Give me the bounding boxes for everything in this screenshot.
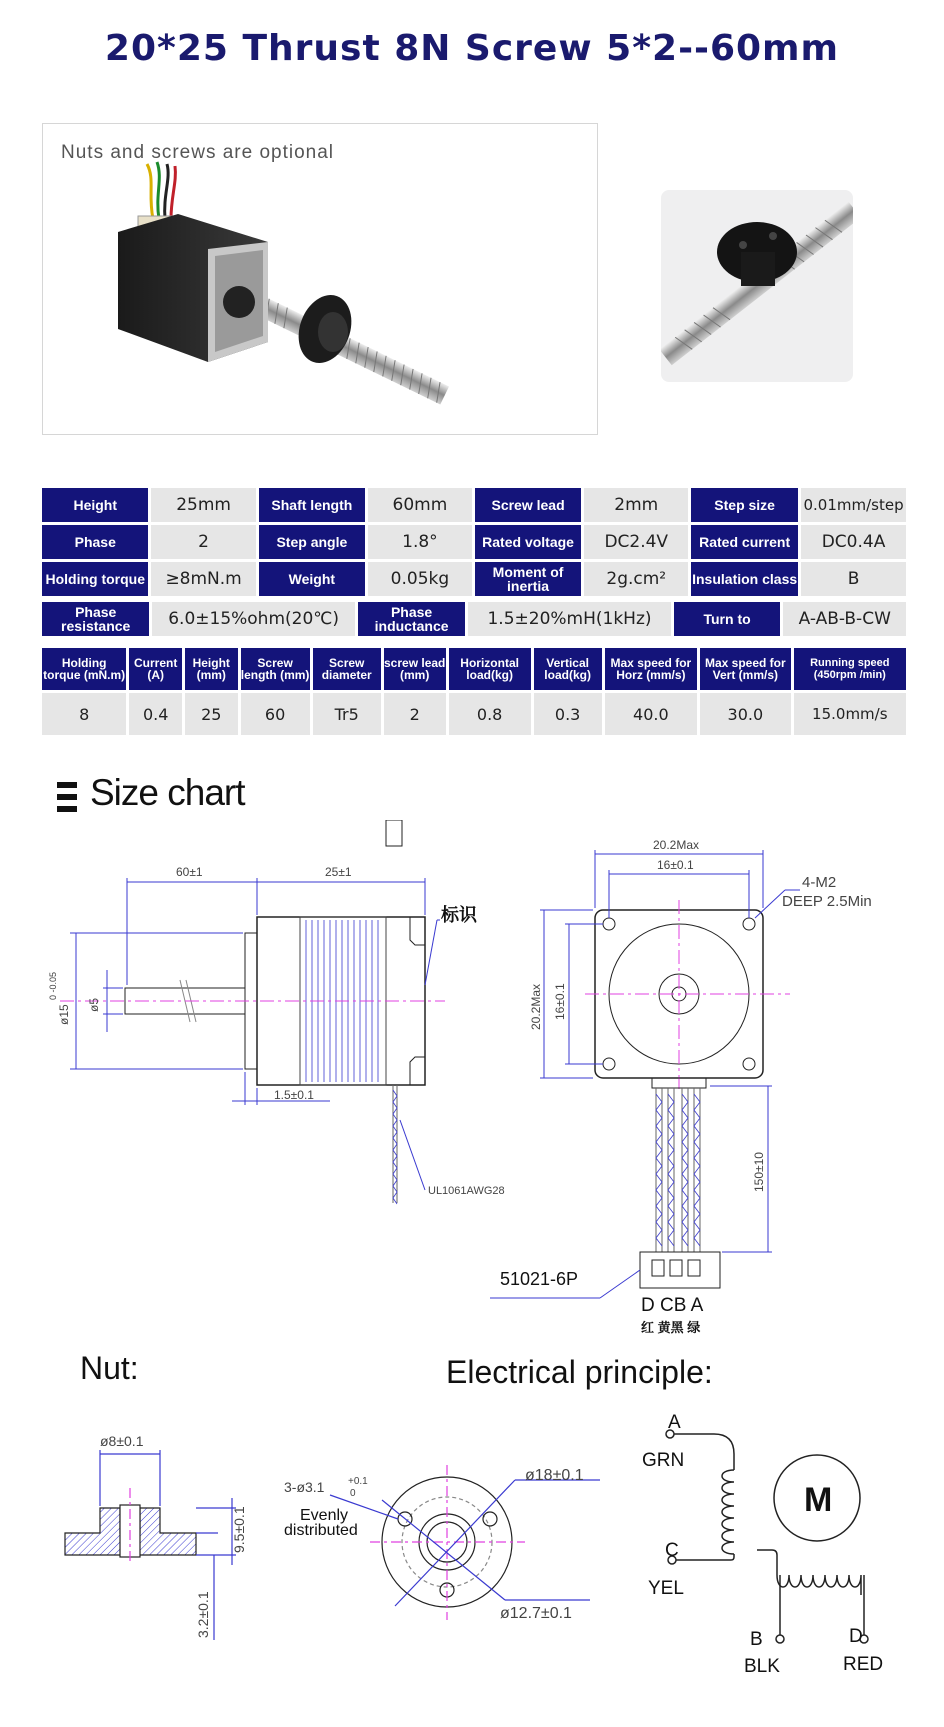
dim-16: 16±0.1 bbox=[657, 858, 694, 872]
dim-25: 25±1 bbox=[325, 865, 352, 879]
table-cell: 0.8 bbox=[449, 693, 531, 735]
nut-evenly-line2: distributed bbox=[284, 1522, 358, 1539]
nut-dim-3-2: 3.2±0.1 bbox=[195, 1591, 211, 1638]
size-chart-title: Size chart bbox=[90, 772, 245, 813]
spec-label: Turn to bbox=[674, 602, 781, 636]
table-header: Screw length (mm) bbox=[241, 648, 310, 690]
spec-label: Rated current bbox=[691, 525, 798, 559]
spec-label: Shaft length bbox=[259, 488, 365, 522]
menu-bars-icon bbox=[57, 782, 77, 812]
size-chart-drawing bbox=[0, 820, 944, 1340]
spec-value: 2 bbox=[151, 525, 255, 559]
spec-label: Step angle bbox=[259, 525, 365, 559]
elec-grn: GRN bbox=[642, 1450, 685, 1471]
nut-holes-tol0: 0 bbox=[350, 1488, 356, 1499]
nut-dim-18: ø18±0.1 bbox=[525, 1467, 584, 1484]
elec-blk: BLK bbox=[744, 1656, 780, 1677]
nut-dim-8: ø8±0.1 bbox=[100, 1433, 144, 1449]
elec-c: C bbox=[665, 1540, 679, 1561]
table-cell: 60 bbox=[241, 693, 310, 735]
spec-value: 2g.cm² bbox=[584, 562, 688, 596]
spec-label: Phase resistance bbox=[42, 602, 149, 636]
table-header: Running speed (450rpm /min) bbox=[794, 648, 906, 690]
spec-label: Phase inductance bbox=[358, 602, 465, 636]
nut-closeup-image bbox=[661, 190, 853, 382]
spec-value: ≥8mN.m bbox=[151, 562, 255, 596]
spec-value: 60mm bbox=[368, 488, 472, 522]
spec-value: 1.8° bbox=[368, 525, 472, 559]
table-row bbox=[42, 693, 906, 735]
dim-15: ø15 bbox=[57, 1004, 71, 1025]
dim-1-5: 1.5±0.1 bbox=[274, 1088, 314, 1102]
table-cell: 30.0 bbox=[700, 693, 791, 735]
spec-label: Weight bbox=[259, 562, 365, 596]
table-cell: 25 bbox=[185, 693, 238, 735]
table-header: Max speed for Horz (mm/s) bbox=[605, 648, 697, 690]
nut-evenly-line1: Evenly bbox=[300, 1507, 349, 1524]
spec-label: Screw lead bbox=[475, 488, 582, 522]
spec-label: Insulation class bbox=[691, 562, 798, 596]
spec-value: 2mm bbox=[584, 488, 688, 522]
nut-title: Nut: bbox=[80, 1350, 139, 1386]
spec-value: A-AB-B-CW bbox=[783, 602, 906, 636]
spec-row bbox=[42, 562, 906, 596]
table-header: Height (mm) bbox=[185, 648, 238, 690]
spec-value: 6.0±15%ohm(20℃) bbox=[152, 602, 354, 636]
spec-value: 1.5±20%mH(1kHz) bbox=[468, 602, 670, 636]
nut-top-view bbox=[330, 1465, 600, 1620]
spec-label: Rated voltage bbox=[475, 525, 582, 559]
wire-label: UL1061AWG28 bbox=[428, 1185, 505, 1197]
nut-dim-9-5: 9.5±0.1 bbox=[231, 1506, 247, 1553]
performance-table bbox=[39, 645, 909, 738]
electrical-schematic bbox=[666, 1430, 868, 1643]
dim-150: 150±10 bbox=[752, 1152, 766, 1192]
spec-label: Height bbox=[42, 488, 148, 522]
electrical-title: Electrical principle: bbox=[446, 1354, 713, 1390]
spec-row bbox=[42, 602, 906, 636]
spec-value: 25mm bbox=[151, 488, 255, 522]
table-cell: 15.0mm/s bbox=[794, 693, 906, 735]
spec-label: Step size bbox=[691, 488, 798, 522]
stepper-motor-image bbox=[43, 124, 597, 434]
spec-value: B bbox=[801, 562, 906, 596]
nut-closeup-photo bbox=[661, 190, 853, 382]
spec-table bbox=[39, 485, 909, 599]
table-header: Horizontal load(kg) bbox=[449, 648, 531, 690]
product-photo bbox=[42, 123, 598, 435]
motor-symbol-label: M bbox=[804, 1481, 833, 1519]
spec-value: DC0.4A bbox=[801, 525, 906, 559]
dim-60: 60±1 bbox=[176, 865, 203, 879]
nut-holes-tol: +0.1 bbox=[348, 1476, 368, 1487]
elec-yel: YEL bbox=[648, 1578, 684, 1599]
spec-label: Phase bbox=[42, 525, 148, 559]
photo-caption: Nuts and screws are optional bbox=[61, 142, 335, 163]
table-header: Screw diameter bbox=[313, 648, 381, 690]
spec-label: Moment of inertia bbox=[475, 562, 582, 596]
spec-label: Holding torque bbox=[42, 562, 148, 596]
screw-depth: DEEP 2.5Min bbox=[782, 893, 872, 910]
nut-dim-12-7: ø12.7±0.1 bbox=[500, 1605, 572, 1622]
dim-16-v: 16±0.1 bbox=[553, 983, 567, 1020]
page-title: 20*25 Thrust 8N Screw 5*2--60mm bbox=[104, 28, 840, 69]
table-cell: 0.3 bbox=[534, 693, 602, 735]
table-cell: 40.0 bbox=[605, 693, 697, 735]
elec-red: RED bbox=[843, 1654, 884, 1675]
screw-spec: 4-M2 bbox=[802, 874, 837, 891]
elec-a: A bbox=[668, 1412, 681, 1433]
dim-20-2-max-v: 20.2Max bbox=[529, 983, 543, 1030]
table-header: Holding torque (mN.m) bbox=[42, 648, 126, 690]
spec-table-row4 bbox=[39, 599, 909, 639]
dim-5: ø5 bbox=[87, 997, 101, 1012]
connector-label: 51021-6P bbox=[500, 1269, 579, 1289]
table-header: Vertical load(kg) bbox=[534, 648, 602, 690]
table-header: Current (A) bbox=[129, 648, 182, 690]
spec-row bbox=[42, 488, 906, 522]
table-cell: 0.4 bbox=[129, 693, 182, 735]
spec-value: DC2.4V bbox=[584, 525, 688, 559]
spec-value: 0.05kg bbox=[368, 562, 472, 596]
pin-colors: 红 黄黑 绿 bbox=[641, 1320, 701, 1335]
nut-and-electrical-drawing bbox=[0, 1400, 944, 1720]
table-header: screw lead (mm) bbox=[384, 648, 446, 690]
dim-15-tol: 0 -0.05 bbox=[48, 971, 58, 1000]
table-header-row bbox=[42, 648, 906, 690]
nut-holes: 3-ø3.1 bbox=[284, 1479, 325, 1495]
spec-value: 0.01mm/step bbox=[801, 488, 906, 522]
table-header: Max speed for Vert (mm/s) bbox=[700, 648, 791, 690]
table-cell: 2 bbox=[384, 693, 446, 735]
mark-label: 标识 bbox=[441, 905, 477, 925]
dim-20-2-max: 20.2Max bbox=[653, 838, 700, 852]
table-cell: 8 bbox=[42, 693, 126, 735]
elec-d: D bbox=[849, 1626, 863, 1647]
table-cell: Tr5 bbox=[313, 693, 381, 735]
elec-b: B bbox=[750, 1629, 763, 1650]
spec-row bbox=[42, 525, 906, 559]
pin-labels: D CB A bbox=[641, 1295, 704, 1316]
